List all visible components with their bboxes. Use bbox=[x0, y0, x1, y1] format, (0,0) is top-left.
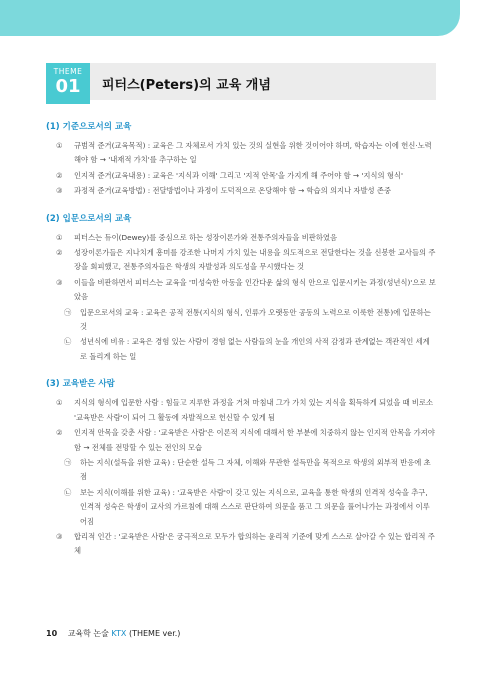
item-text: 성장이론가들은 지나치게 흥미를 강조한 나머지 가치 있는 내용을 의도적으로 전달한다는 것을 신봉한 교사들의 주장을 회피했고, 전통주의자들은 학생의 자발성과 의도성을 무시했다는 것 bbox=[74, 248, 436, 272]
list-item bbox=[56, 231, 436, 245]
book-accent: KTX bbox=[111, 629, 127, 638]
page-number: 10 bbox=[46, 629, 58, 638]
list-item bbox=[56, 246, 436, 275]
theme-label: THEME bbox=[53, 67, 83, 76]
item-marker: ③ bbox=[56, 531, 63, 541]
item-marker: ① bbox=[56, 398, 63, 408]
list-item bbox=[56, 530, 436, 559]
item-text: 입문으로서의 교육 : 교육은 공적 전통(지식의 형식, 인류가 오랫동안 공동의 노력으로 이룩한 전통)에 입문하는 것 bbox=[80, 307, 431, 332]
item-text: 규범적 준거(교육목적) : 교육은 그 자체로서 가치 있는 것의 실현을 위한 것이어야 하며, 학습자는 이에 헌신·노력해야 함 → '내재적 가치'를 추구하는 일 bbox=[74, 141, 432, 165]
theme-badge bbox=[46, 63, 90, 104]
sub-list-item bbox=[64, 306, 436, 335]
item-text: 성년식에 비유 : 교육은 경험 있는 사람이 경험 없는 사람들의 눈을 개인의 사적 감정과 관계없는 객관적인 세계로 돌리게 하는 일 bbox=[80, 337, 430, 361]
list-item bbox=[56, 426, 436, 455]
item-marker: ② bbox=[56, 428, 63, 438]
item-marker: ㉡ bbox=[64, 337, 72, 347]
document-body bbox=[46, 122, 436, 574]
section-standard bbox=[46, 122, 436, 199]
page-title: 피터스(Peters)의 교육 개념 bbox=[102, 78, 271, 93]
top-corner-tab bbox=[0, 0, 460, 36]
item-text: 인지적 안목을 갖춘 사람 : '교육받은 사람'은 이론적 지식에 대해서 한 부분에 치중하지 않는 인지적 안목을 가져야 함 → 전체를 전망할 수 있는 전인의 모습 bbox=[74, 428, 435, 452]
section-initiation bbox=[46, 214, 436, 365]
item-marker: ③ bbox=[56, 277, 63, 287]
section-title: (2) 입문으로서의 교육 bbox=[46, 213, 132, 224]
sub-list-item bbox=[64, 486, 436, 529]
item-marker: ㉠ bbox=[64, 457, 72, 467]
item-text: 과정적 준거(교육방법) : 전달방법이나 과정이 도덕적으로 온당해야 함 → 학습의 의지나 자발성 존중 bbox=[74, 186, 391, 196]
item-text: 보는 지식(이해를 위한 교육) : '교육받은 사람'이 갖고 있는 지식으로, 교육을 통한 학생의 인격적 성숙을 추구, 인격적 성숙은 학생이 교사의 가르침에 대해 스스로 판단하여 의문을 품고 그 의문을 풀어나가는 과정에서 이루어짐 bbox=[80, 487, 430, 526]
book-title: 교육학 논술 bbox=[67, 629, 109, 638]
list-item bbox=[56, 169, 436, 183]
item-text: 인지적 준거(교육내용) : 교육은 '지식과 이해' 그리고 '지적 안목'을 가지게 해 주어야 함 → '지식의 형식' bbox=[74, 170, 403, 180]
page-footer bbox=[46, 628, 180, 639]
item-text: 하는 지식(설득을 위한 교육) : 단순한 설득 그 자체, 이해와 무관한 설득만을 목적으로 학생의 외부적 반응에 초점 bbox=[80, 457, 431, 482]
section-title: (3) 교육받은 사람 bbox=[46, 379, 115, 390]
item-text: 지식의 형식에 입문한 사람 : 힘들고 지루한 과정을 거쳐 마침내 그가 가치 있는 지식을 획득하게 되었을 때 비로소 '교육받은 사람'이 되어 그 활동에 자발적으로 헌신할 수 있게 됨 bbox=[74, 398, 434, 422]
item-marker: ② bbox=[56, 248, 63, 258]
item-marker: ① bbox=[56, 141, 63, 150]
item-text: 합리적 인간 : '교육받은 사람'은 궁극적으로 모두가 합의하는 윤리적 기준에 맞게 스스로 살아갈 수 있는 합리적 주체 bbox=[74, 531, 435, 556]
list-item bbox=[56, 184, 436, 198]
item-marker: ③ bbox=[56, 186, 63, 196]
item-marker: ㉠ bbox=[64, 307, 72, 317]
sub-list-item bbox=[64, 335, 436, 364]
list-item bbox=[56, 396, 436, 425]
section-educated-person bbox=[46, 379, 436, 558]
item-marker: ② bbox=[56, 170, 63, 180]
list-item bbox=[56, 276, 436, 305]
sub-list-item bbox=[64, 456, 436, 485]
item-marker: ① bbox=[56, 232, 63, 242]
list-item bbox=[56, 139, 436, 168]
theme-number: 01 bbox=[55, 76, 81, 97]
book-suffix: (THEME ver.) bbox=[128, 629, 181, 638]
item-marker: ㉡ bbox=[64, 487, 72, 497]
item-text: 피터스는 듀이(Dewey)를 중심으로 하는 성장이론가와 전통주의자들을 비판하였음 bbox=[74, 232, 338, 242]
section-title: (1) 기준으로서의 교육 bbox=[46, 122, 132, 132]
item-text: 이들을 비판하면서 피터스는 교육을 '미성숙한 아동을 인간다운 삶의 형식 안으로 입문시키는 과정(성년식)'으로 보았음 bbox=[74, 277, 436, 302]
